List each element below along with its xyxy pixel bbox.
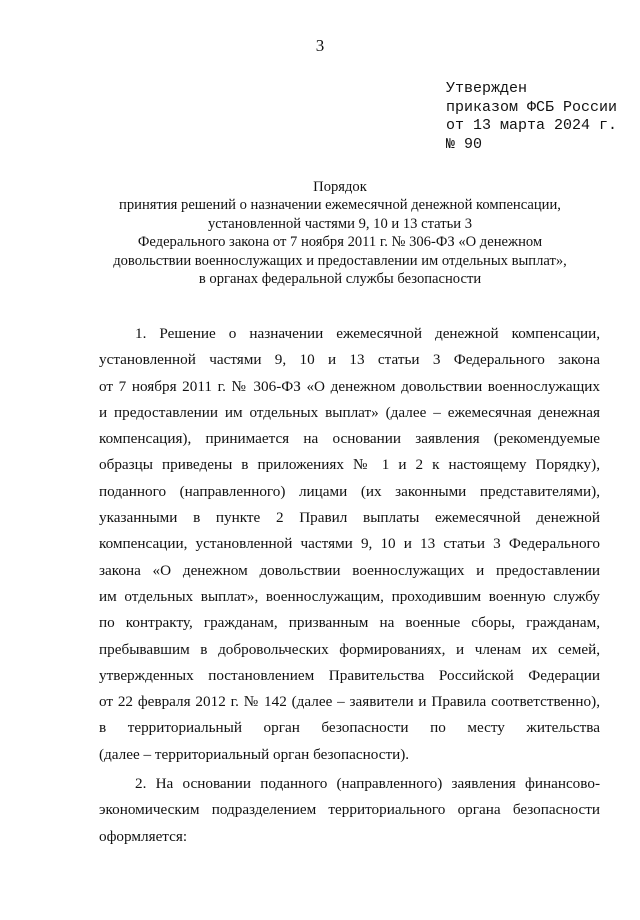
paragraph-line: компенсация), принимается на основании заявления (рекомендуемые [99, 430, 600, 448]
paragraph-line: в территориальный орган безопасности по месту жительства [99, 719, 600, 737]
paragraph-line: поданного (направленного) лицами (их законными представителями), [99, 482, 600, 500]
paragraph-line: экономическим подразделением территориального органа безопасности [99, 801, 600, 819]
approval-line-date: от 13 марта 2024 г. [446, 117, 618, 134]
approval-line-order: приказом ФСБ России [446, 98, 618, 116]
paragraph-line: указанными в пункте 2 Правил выплаты ежемесячной денежной [99, 509, 600, 527]
paragraph-line: образцы приведены в приложениях № 1 и 2 к настоящему Порядку), [99, 456, 600, 474]
page-number: 3 [315, 36, 325, 55]
paragraph-line: 1. Решение о назначении ежемесячной денежной компенсации, [135, 325, 600, 342]
paragraph-line: от 7 ноября 2011 г. № 306-ФЗ «О денежном довольствии военнослужащих [99, 377, 600, 395]
title-line: Порядок [313, 179, 367, 195]
paragraph-line: установленной частями 9, 10 и 13 статьи 3 Федерального закона [99, 351, 600, 369]
paragraph-line: 2. На основании поданного (направленного) заявления финансово- [135, 775, 600, 793]
paragraph-line: им отдельных выплат», военнослужащим, проходившим военную службу [99, 587, 600, 605]
paragraph-line: утвержденных постановлением Правительства Российской Федерации [99, 666, 600, 684]
paragraph-line: закона «О денежном довольствии военнослужащих и предоставлении [99, 561, 600, 579]
document-title [90, 178, 590, 288]
paragraph-line: пребывавшим в добровольческих формированиях, и членам их семей, [99, 640, 600, 658]
paragraph-line: по контракту, гражданам, призванным на военные сборы, гражданам, [99, 614, 600, 632]
title-line: в органах федеральной службы безопасности [198, 271, 482, 288]
paragraph-line: компенсации, установленной частями 9, 10 и 13 статьи 3 Федерального [99, 535, 600, 553]
title-line: установленной частями 9, 10 и 13 статьи 3 [207, 215, 473, 232]
paragraph-line: и предоставлении им отдельных выплат» (далее – ежемесячная денежная [99, 403, 600, 421]
title-line: принятия решений о назначении ежемесячной денежной компенсации, [119, 197, 561, 214]
paragraph-line: от 22 февраля 2012 г. № 142 (далее – заявители и Правила соответственно), [99, 693, 600, 711]
paragraph-2 [99, 771, 600, 850]
paragraph-line: оформляется: [99, 827, 188, 845]
approval-line-number: № 90 [446, 135, 483, 153]
document-body [99, 321, 600, 850]
paragraph-1 [99, 321, 600, 768]
title-line: довольствии военнослужащих и предоставлении им отдельных выплат», [113, 252, 567, 269]
paragraph-line: (далее – территориальный орган безопасности). [99, 745, 410, 763]
approval-stamp [446, 80, 617, 154]
title-line: Федерального закона от 7 ноября 2011 г. № 306-ФЗ «О денежном [137, 234, 543, 251]
approval-line-approved: Утвержден [446, 80, 528, 97]
